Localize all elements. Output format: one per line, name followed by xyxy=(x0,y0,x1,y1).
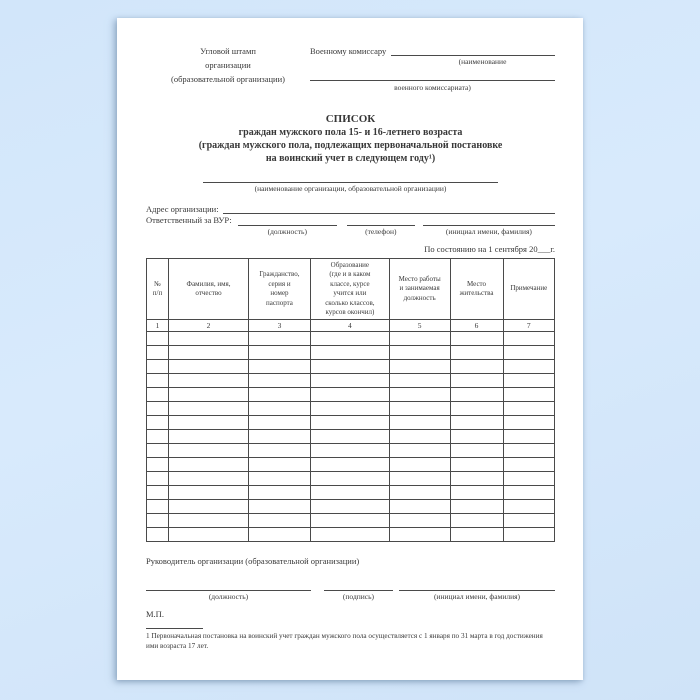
table-cell xyxy=(389,388,450,402)
blank-line xyxy=(347,214,415,226)
table-cell xyxy=(389,346,450,360)
column-header: Образование (где и в каком классе, курсе учится или сколько классов, курсов окончил) xyxy=(311,259,390,320)
table-cell xyxy=(450,416,503,430)
stamp-line: организации xyxy=(205,60,251,70)
table-cell xyxy=(503,528,554,542)
table-cell xyxy=(389,332,450,346)
table-row xyxy=(147,444,555,458)
table-row xyxy=(147,472,555,486)
table-cell xyxy=(311,430,390,444)
responsible-name-field xyxy=(423,214,555,237)
table-cell xyxy=(389,528,450,542)
column-number: 6 xyxy=(450,320,503,332)
column-number-row xyxy=(147,320,555,332)
table-cell xyxy=(503,430,554,444)
title-line-1: СПИСОК xyxy=(325,113,376,125)
table-cell xyxy=(389,444,450,458)
blank-line xyxy=(324,580,393,591)
table-cell xyxy=(311,402,390,416)
table-row xyxy=(147,500,555,514)
table-cell xyxy=(169,458,249,472)
table-cell xyxy=(169,430,249,444)
table-cell xyxy=(311,346,390,360)
table-cell xyxy=(169,332,249,346)
commissar-name-blank-line xyxy=(391,44,555,56)
table-cell xyxy=(503,458,554,472)
signature-name-field xyxy=(399,580,555,602)
table-cell xyxy=(169,346,249,360)
table-cell xyxy=(248,388,310,402)
table-cell xyxy=(389,486,450,500)
place-of-seal-mark: М.П. xyxy=(146,609,164,619)
table-cell xyxy=(450,388,503,402)
table-cell xyxy=(147,360,169,374)
table-cell xyxy=(503,388,554,402)
table-cell xyxy=(147,514,169,528)
table-cell xyxy=(450,472,503,486)
column-header: Примечание xyxy=(503,259,554,320)
org-name-caption: (наименование организации, образовательной организации) xyxy=(254,184,447,193)
column-header: № п/п xyxy=(147,259,169,320)
table-cell xyxy=(248,416,310,430)
table-header-row xyxy=(147,259,555,320)
document-page xyxy=(117,18,583,680)
table-empty-rows xyxy=(147,332,555,542)
column-number: 3 xyxy=(248,320,310,332)
table-cell xyxy=(311,458,390,472)
table-cell xyxy=(311,472,390,486)
signature-position-field xyxy=(146,580,311,602)
table-cell xyxy=(450,360,503,374)
table-cell xyxy=(503,444,554,458)
table-cell xyxy=(169,360,249,374)
table-cell xyxy=(389,430,450,444)
table-cell xyxy=(169,514,249,528)
table-cell xyxy=(450,486,503,500)
table-row xyxy=(147,430,555,444)
field-caption: (должность) xyxy=(208,592,249,601)
table-row xyxy=(147,346,555,360)
table-cell xyxy=(450,444,503,458)
org-name-blank-line xyxy=(203,172,498,183)
document-header xyxy=(146,44,555,102)
table-cell xyxy=(450,430,503,444)
responsible-phone-field xyxy=(347,214,415,237)
footnote-divider xyxy=(146,628,203,629)
responsible-row xyxy=(146,214,555,237)
table-cell xyxy=(503,346,554,360)
column-number: 1 xyxy=(147,320,169,332)
table-cell xyxy=(450,500,503,514)
table-cell xyxy=(147,472,169,486)
org-name-section xyxy=(146,172,555,195)
table-cell xyxy=(147,430,169,444)
commissar-label: Военному комиссару xyxy=(310,46,387,56)
table-cell xyxy=(147,388,169,402)
address-blank-line xyxy=(223,202,555,214)
table-cell xyxy=(389,360,450,374)
table-cell xyxy=(389,402,450,416)
table-cell xyxy=(311,514,390,528)
table-row xyxy=(147,528,555,542)
table-cell xyxy=(450,374,503,388)
table-cell xyxy=(503,500,554,514)
table-cell xyxy=(503,486,554,500)
commissar-address-block xyxy=(310,44,555,94)
blank-line xyxy=(423,214,555,226)
commissar-caption-2: военного комиссариата) xyxy=(394,83,471,92)
column-number: 4 xyxy=(311,320,390,332)
head-of-org-label: Руководитель организации (образовательной организации) xyxy=(146,556,360,566)
column-header: Место жительства xyxy=(450,259,503,320)
table-cell xyxy=(248,346,310,360)
roster-table xyxy=(146,258,555,542)
table-row xyxy=(147,458,555,472)
table-cell xyxy=(311,374,390,388)
table-cell xyxy=(147,500,169,514)
column-header: Место работы и занимаемая должность xyxy=(389,259,450,320)
title-line-3: (граждан мужского пола, подлежащих первоначальной постановке xyxy=(198,140,503,151)
table-cell xyxy=(311,388,390,402)
table-row xyxy=(147,360,555,374)
table-cell xyxy=(503,402,554,416)
stamp-line: Угловой штамп xyxy=(200,46,256,56)
field-caption: (должность) xyxy=(267,227,307,236)
table-cell xyxy=(450,402,503,416)
column-header: Фамилия, имя, отчество xyxy=(169,259,249,320)
table-row xyxy=(147,388,555,402)
table-cell xyxy=(450,346,503,360)
field-caption: (подпись) xyxy=(342,592,375,601)
table-cell xyxy=(311,500,390,514)
table-cell xyxy=(248,332,310,346)
table-cell xyxy=(147,346,169,360)
table-cell xyxy=(147,416,169,430)
table-cell xyxy=(311,528,390,542)
field-caption: (инициал имени, фамилия) xyxy=(433,592,521,601)
footnote-text: 1 Первоначальная постановка на воинский учет граждан мужского пола осуществляется с 1 января по 31 марта в год достижения ими возраста 17 лет. xyxy=(146,632,543,650)
table-cell xyxy=(169,486,249,500)
table-cell xyxy=(311,486,390,500)
column-number: 5 xyxy=(389,320,450,332)
table-cell xyxy=(169,528,249,542)
table-cell xyxy=(503,374,554,388)
table-cell xyxy=(389,500,450,514)
table-cell xyxy=(147,458,169,472)
table-cell xyxy=(169,402,249,416)
as-of-date: По состоянию на 1 сентября 20___г. xyxy=(424,244,555,254)
table-cell xyxy=(389,374,450,388)
table-row xyxy=(147,374,555,388)
table-cell xyxy=(169,472,249,486)
document-title xyxy=(146,112,555,165)
table-cell xyxy=(503,416,554,430)
table-cell xyxy=(248,486,310,500)
table-cell xyxy=(389,514,450,528)
table-row xyxy=(147,402,555,416)
title-line-4: на воинский учет в следующем году¹) xyxy=(265,153,436,164)
corner-stamp-block xyxy=(146,44,310,86)
table-cell xyxy=(248,374,310,388)
responsible-position-field xyxy=(238,214,337,237)
table-cell xyxy=(147,332,169,346)
commissar-caption-1: (наименование xyxy=(458,57,507,66)
table-cell xyxy=(248,430,310,444)
title-line-2: граждан мужского пола 15- и 16-летнего возраста xyxy=(238,127,463,138)
table-cell xyxy=(248,360,310,374)
field-caption: (телефон) xyxy=(365,227,397,236)
table-cell xyxy=(169,416,249,430)
field-caption: (инициал имени, фамилия) xyxy=(445,227,532,236)
table-cell xyxy=(147,528,169,542)
blank-line xyxy=(146,580,311,591)
table-cell xyxy=(389,416,450,430)
blank-line xyxy=(238,214,337,226)
signature-sign-field xyxy=(324,580,393,602)
table-cell xyxy=(147,374,169,388)
table-cell xyxy=(248,500,310,514)
address-label: Адрес организации: xyxy=(146,204,219,214)
table-cell xyxy=(248,444,310,458)
table-cell xyxy=(389,472,450,486)
table-cell xyxy=(389,458,450,472)
table-cell xyxy=(450,458,503,472)
table-cell xyxy=(311,360,390,374)
table-row xyxy=(147,514,555,528)
table-cell xyxy=(450,332,503,346)
table-cell xyxy=(169,500,249,514)
table-cell xyxy=(311,332,390,346)
signature-row xyxy=(146,580,555,602)
commissar-blank-line-2 xyxy=(310,68,555,81)
table-cell xyxy=(147,402,169,416)
table-cell xyxy=(503,360,554,374)
table-cell xyxy=(503,332,554,346)
table-cell xyxy=(311,416,390,430)
table-cell xyxy=(147,444,169,458)
table-row xyxy=(147,486,555,500)
column-number: 7 xyxy=(503,320,554,332)
table-cell xyxy=(248,458,310,472)
table-cell xyxy=(169,388,249,402)
table-cell xyxy=(147,486,169,500)
table-cell xyxy=(503,514,554,528)
column-number: 2 xyxy=(169,320,249,332)
table-cell xyxy=(248,528,310,542)
table-cell xyxy=(311,444,390,458)
responsible-label: Ответственный за ВУР: xyxy=(146,215,232,225)
footnote-section xyxy=(146,628,555,651)
table-cell xyxy=(169,444,249,458)
table-row xyxy=(147,332,555,346)
table-cell xyxy=(503,472,554,486)
table-cell xyxy=(248,472,310,486)
address-row xyxy=(146,201,555,214)
table-cell xyxy=(248,514,310,528)
table-cell xyxy=(248,402,310,416)
table-row xyxy=(147,416,555,430)
column-header: Гражданство, серия и номер паспорта xyxy=(248,259,310,320)
table-cell xyxy=(450,528,503,542)
table-cell xyxy=(450,514,503,528)
stamp-line: (образовательной организации) xyxy=(171,74,285,84)
table-cell xyxy=(169,374,249,388)
blank-line xyxy=(399,580,555,591)
